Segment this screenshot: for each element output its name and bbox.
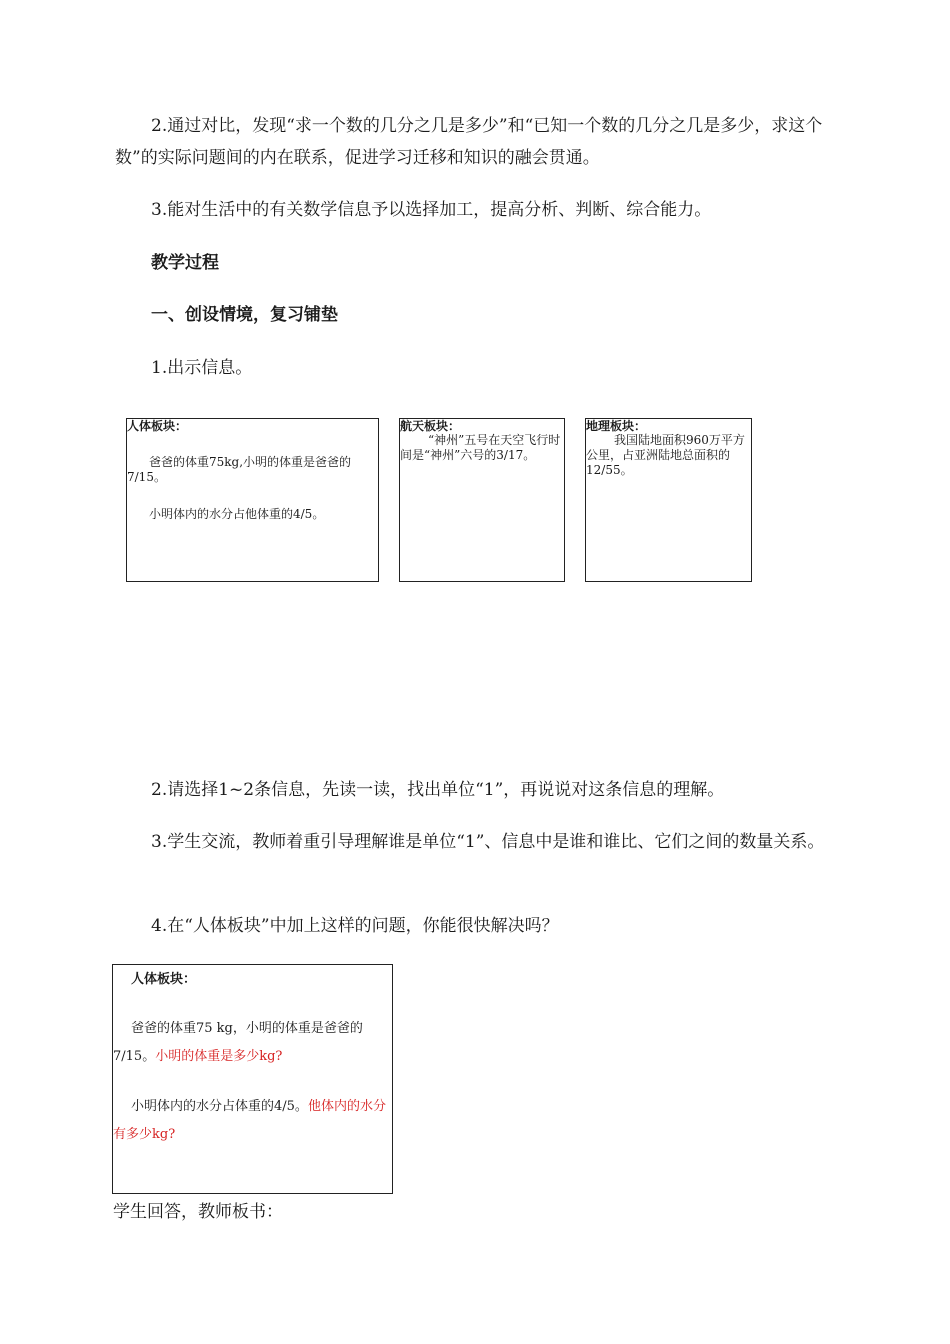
objective-2: 2.通过对比，发现“求一个数的几分之几是多少”和“已知一个数的几分之几是多少，求这个数”的实际问题间的内在联系，促进学习迁移和知识的融会贯通。 xyxy=(115,116,823,168)
box-text: “神州”五号在天空飞行时间是“神州”六号的3/17。 xyxy=(400,433,561,462)
heading-teaching-process: 教学过程 xyxy=(151,253,219,273)
box-title: 地理板块： xyxy=(586,419,647,433)
objective-3: 3.能对生活中的有关数学信息予以选择加工，提高分析、判断、综合能力。 xyxy=(151,200,712,220)
heading-section-1: 一、创设情境，复习铺垫 xyxy=(151,305,338,325)
box-text-line: 爸爸的体重75 kg，小明的体重是爸爸的7/15。 xyxy=(113,1021,363,1064)
step-1: 1.出示信息。 xyxy=(151,358,253,378)
body-question-box xyxy=(112,964,393,1194)
answer-line: 学生回答，教师板书： xyxy=(113,1202,283,1222)
box-text: 爸爸的体重75kg,小明的体重是爸爸的7/15。 xyxy=(127,455,352,484)
question-text: 他体内的水分有多少kg? xyxy=(113,1099,386,1142)
body-info-box xyxy=(126,418,379,582)
step-4: 4.在“人体板块”中加上这样的问题，你能很快解决吗？ xyxy=(151,916,559,936)
box-text xyxy=(113,1093,392,1149)
box-text xyxy=(113,1015,392,1071)
space-info-box xyxy=(399,418,565,582)
box-title: 人体板块： xyxy=(127,419,188,433)
box-title: 人体板块： xyxy=(131,972,197,987)
box-text-line: 小明体内的水分占体重的4/5。 xyxy=(131,1099,308,1114)
box-text: 我国陆地面积960万平方公里，占亚洲陆地总面积的12/55。 xyxy=(586,433,745,477)
step-2: 2.请选择1~2条信息，先读一读，找出单位“1”，再说说对这条信息的理解。 xyxy=(151,780,725,800)
box-title: 航天板块： xyxy=(400,419,461,433)
question-text: 小明的体重是多少kg? xyxy=(155,1049,283,1064)
box-text: 小明体内的水分占他体重的4/5。 xyxy=(149,507,325,521)
step-3: 3.学生交流，教师着重引导理解谁是单位“1”、信息中是谁和谁比、它们之间的数量关系。 xyxy=(151,832,825,852)
geo-info-box xyxy=(585,418,752,582)
